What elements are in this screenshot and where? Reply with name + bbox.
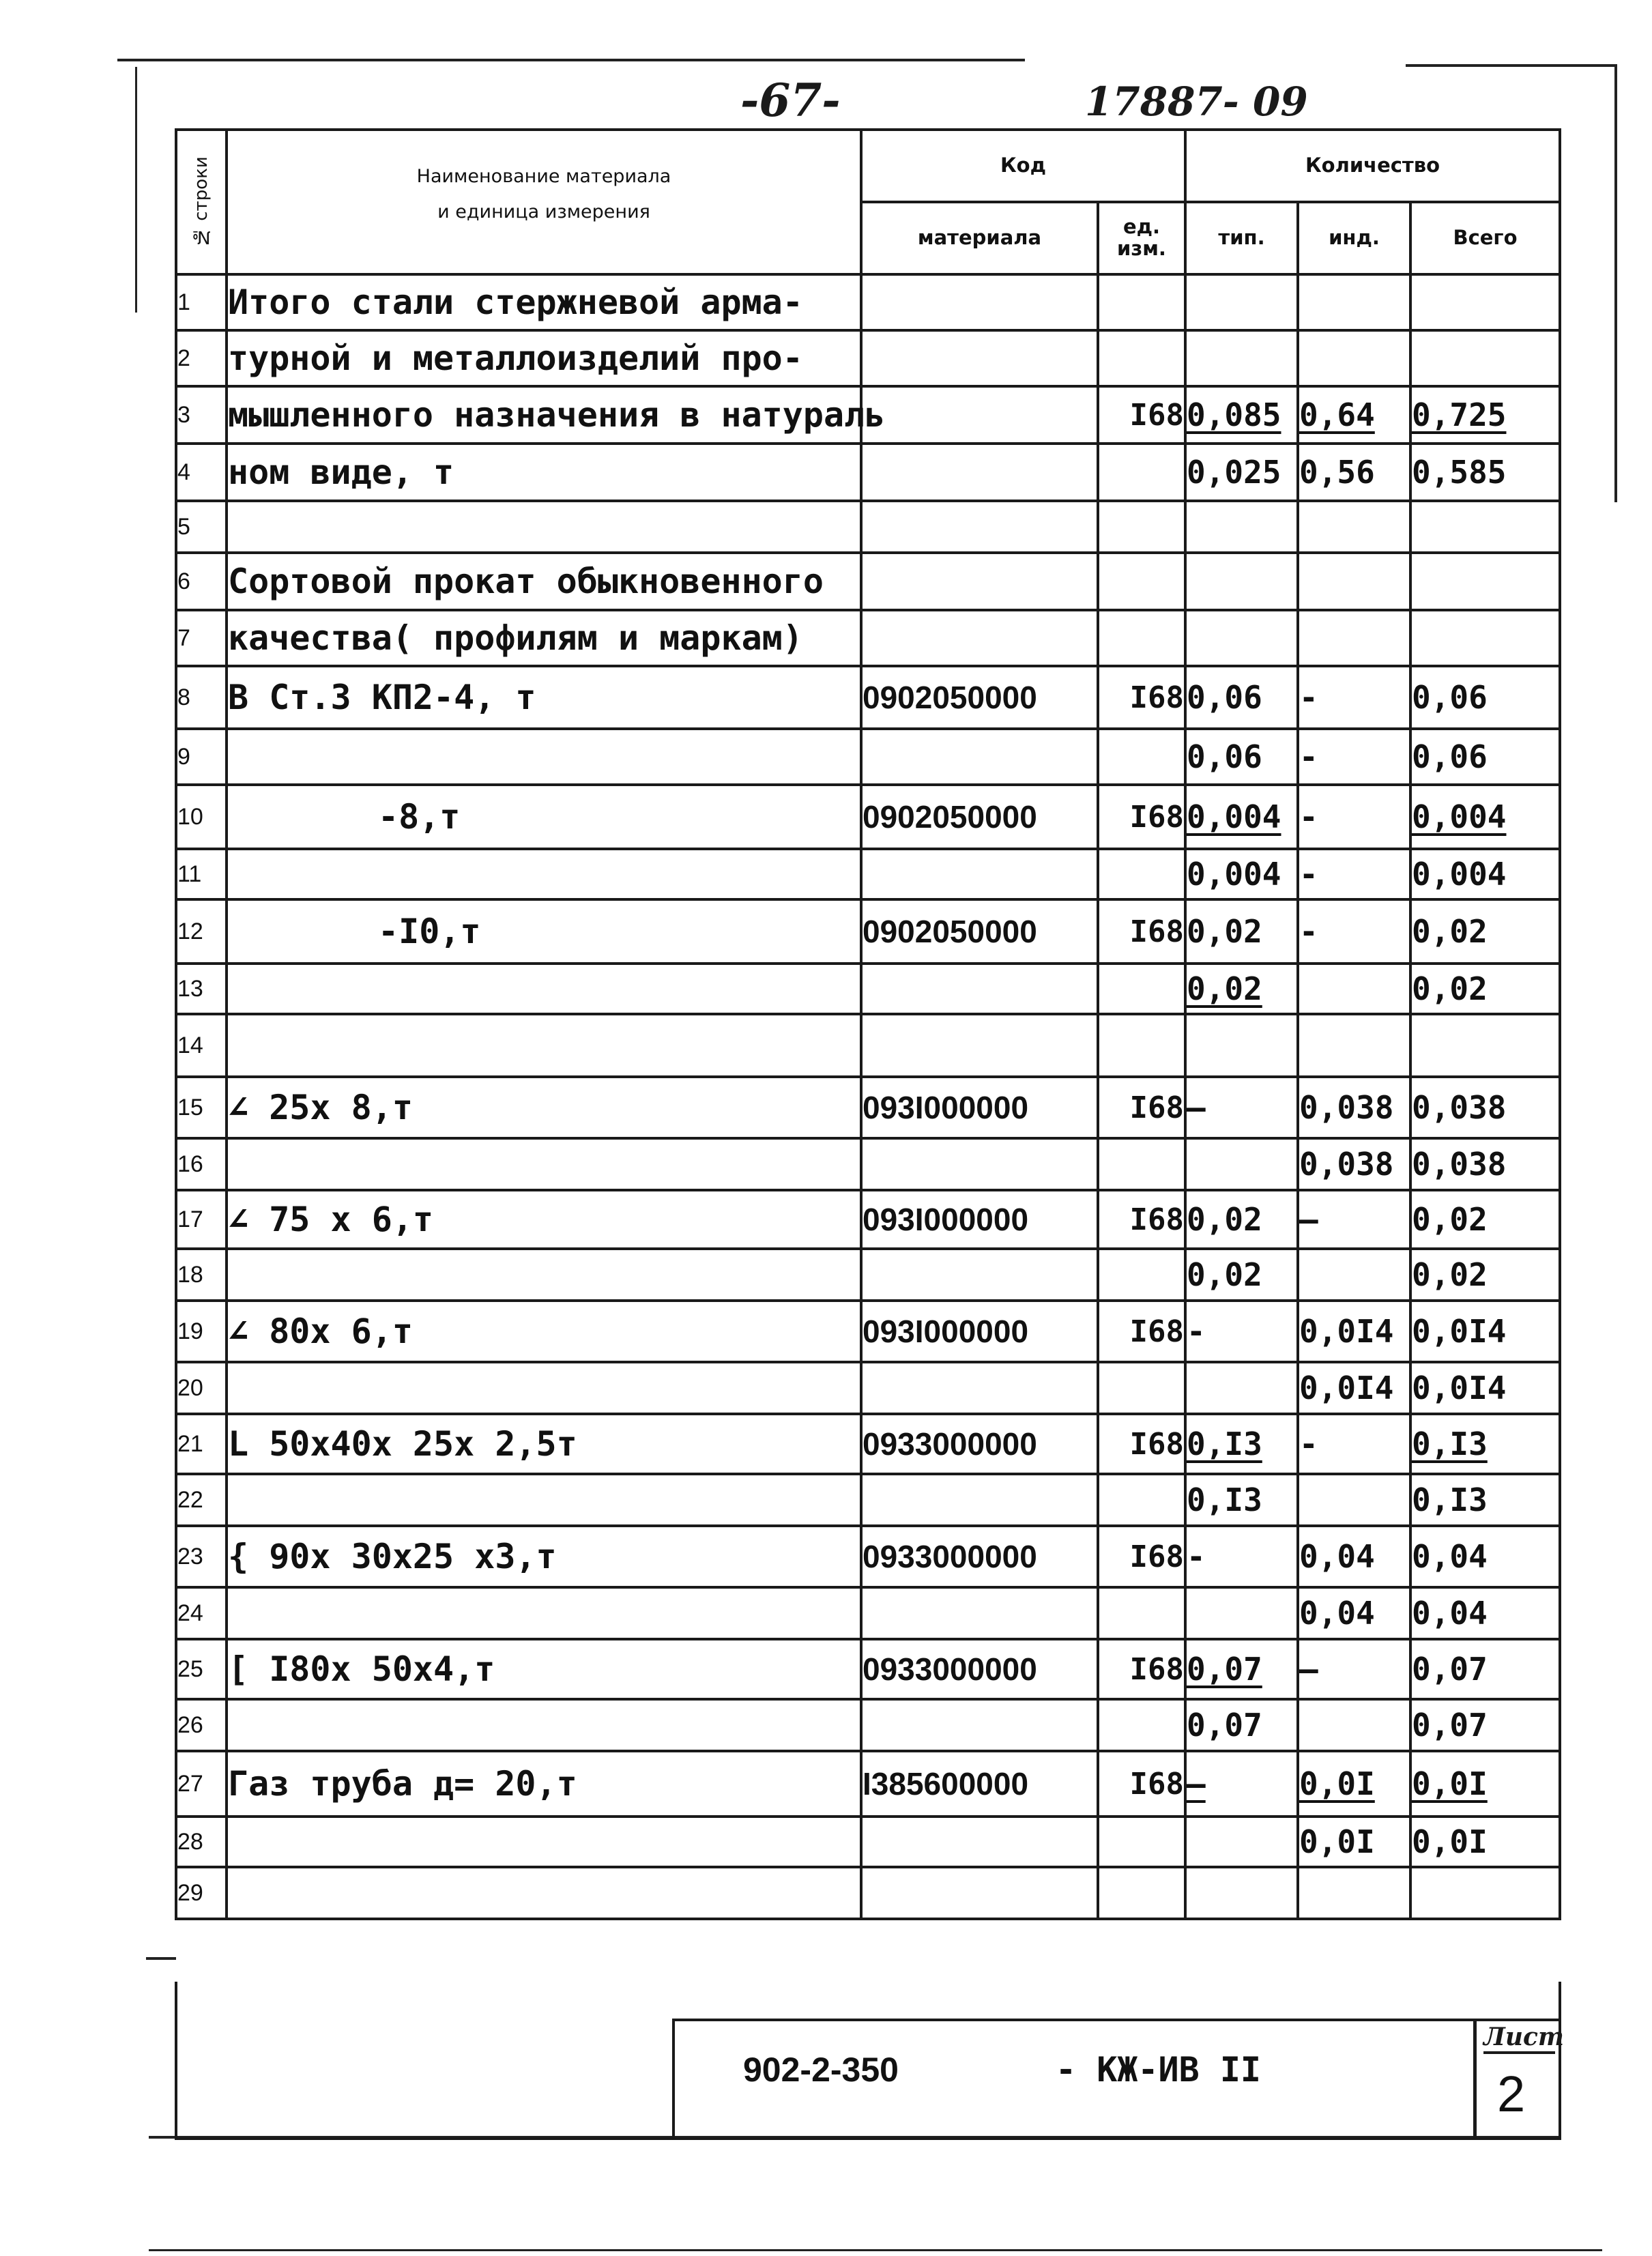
ind-quantity-cell: 0,04 bbox=[1298, 1587, 1410, 1639]
material-code-cell: 0933000000 bbox=[861, 1639, 1098, 1699]
page-number: -67- bbox=[740, 74, 841, 127]
total-quantity-cell: 0,0I4 bbox=[1410, 1301, 1560, 1362]
material-name-cell bbox=[227, 729, 861, 785]
unit-code-cell bbox=[1098, 610, 1185, 666]
tip-quantity-cell: 0,I3 bbox=[1185, 1414, 1298, 1474]
ind-quantity-cell: — bbox=[1298, 1190, 1410, 1249]
row-number-cell: 21 bbox=[176, 1414, 227, 1474]
table-row bbox=[176, 1474, 1560, 1526]
tip-quantity-cell: 0,085 bbox=[1185, 386, 1298, 444]
ind-quantity-cell: 0,038 bbox=[1298, 1138, 1410, 1190]
ind-quantity-cell bbox=[1298, 330, 1410, 386]
table-row bbox=[176, 1639, 1560, 1699]
material-name-cell bbox=[227, 964, 861, 1014]
material-code-cell bbox=[861, 964, 1098, 1014]
material-name-cell: качества( профилям и маркам) bbox=[227, 610, 861, 666]
row-number-cell: 8 bbox=[176, 666, 227, 729]
row-number-header-label: № строки bbox=[191, 156, 212, 248]
material-code-cell: 093I000000 bbox=[861, 1077, 1098, 1138]
total-quantity-cell: 0,06 bbox=[1410, 729, 1560, 785]
material-name-cell: турной и металлоизделий про- bbox=[227, 330, 861, 386]
sheet-label: Лист bbox=[1483, 2023, 1555, 2054]
material-code-cell bbox=[861, 274, 1098, 330]
row-number-cell: 28 bbox=[176, 1817, 227, 1867]
material-code-cell: 093I000000 bbox=[861, 1190, 1098, 1249]
table-row bbox=[176, 1138, 1560, 1190]
material-name-cell bbox=[227, 1867, 861, 1919]
ind-quantity-cell bbox=[1298, 964, 1410, 1014]
row-number-cell: 24 bbox=[176, 1587, 227, 1639]
material-name-cell bbox=[227, 1474, 861, 1526]
footer-line bbox=[149, 2249, 1602, 2251]
row-number-cell: 5 bbox=[176, 501, 227, 553]
project-designation: 902-2-350 bbox=[743, 2051, 899, 2089]
total-quantity-cell bbox=[1410, 330, 1560, 386]
unit-code-cell bbox=[1098, 849, 1185, 899]
table-row bbox=[176, 610, 1560, 666]
table-row bbox=[176, 785, 1560, 849]
unit-code-cell bbox=[1098, 274, 1185, 330]
material-code-cell bbox=[861, 1362, 1098, 1414]
total-quantity-cell: 0,04 bbox=[1410, 1587, 1560, 1639]
row-number-cell: 2 bbox=[176, 330, 227, 386]
row-number-header bbox=[176, 130, 227, 274]
row-number-cell: 11 bbox=[176, 849, 227, 899]
material-name-cell bbox=[227, 849, 861, 899]
unit-code-cell bbox=[1098, 964, 1185, 1014]
total-quantity-cell: 0,0I4 bbox=[1410, 1362, 1560, 1414]
tip-quantity-cell: 0,07 bbox=[1185, 1639, 1298, 1699]
table-row bbox=[176, 1587, 1560, 1639]
table-row bbox=[176, 964, 1560, 1014]
material-name-cell: L 50х40х 25х 2,5т bbox=[227, 1414, 861, 1474]
unit-code-cell bbox=[1098, 729, 1185, 785]
material-name-cell: [ I80х 50х4,т bbox=[227, 1639, 861, 1699]
table-row bbox=[176, 330, 1560, 386]
material-code-cell bbox=[861, 330, 1098, 386]
tip-quantity-cell: 0,02 bbox=[1185, 1190, 1298, 1249]
tip-quantity-cell: — bbox=[1185, 1077, 1298, 1138]
unit-code-cell bbox=[1098, 444, 1185, 501]
tip-quantity-cell: 0,025 bbox=[1185, 444, 1298, 501]
ind-quantity-cell bbox=[1298, 274, 1410, 330]
material-code-cell: 0902050000 bbox=[861, 899, 1098, 964]
project-suffix: - КЖ-ИВ II bbox=[1056, 2050, 1262, 2089]
material-name-cell: Сортовой прокат обыкновенного bbox=[227, 553, 861, 610]
row-number-cell: 15 bbox=[176, 1077, 227, 1138]
row-number-cell: 6 bbox=[176, 553, 227, 610]
unit-code-cell: I68 bbox=[1098, 1190, 1185, 1249]
ind-quantity-cell: - bbox=[1298, 1414, 1410, 1474]
material-code-cell bbox=[861, 444, 1098, 501]
table-row bbox=[176, 1699, 1560, 1751]
table-row bbox=[176, 1249, 1560, 1301]
ind-quantity-cell bbox=[1298, 610, 1410, 666]
material-code-cell bbox=[861, 553, 1098, 610]
material-name-cell: ∠ 75 х 6,т bbox=[227, 1190, 861, 1249]
unit-code-cell bbox=[1098, 1699, 1185, 1751]
tip-quantity-cell: — bbox=[1185, 1751, 1298, 1817]
ind-quantity-cell: — bbox=[1298, 1639, 1410, 1699]
material-code-cell: 0902050000 bbox=[861, 666, 1098, 729]
table-row bbox=[176, 386, 1560, 444]
tip-quantity-cell bbox=[1185, 610, 1298, 666]
row-number-cell: 25 bbox=[176, 1639, 227, 1699]
left-edge-line bbox=[135, 67, 137, 313]
total-quantity-cell bbox=[1410, 610, 1560, 666]
tip-quantity-cell bbox=[1185, 1138, 1298, 1190]
row-number-cell: 22 bbox=[176, 1474, 227, 1526]
total-quantity-cell: 0,0I bbox=[1410, 1817, 1560, 1867]
table-row bbox=[176, 1362, 1560, 1414]
name-header bbox=[227, 130, 861, 274]
row-number-cell: 7 bbox=[176, 610, 227, 666]
ind-quantity-cell: 0,0I4 bbox=[1298, 1362, 1410, 1414]
tip-quantity-cell: 0,I3 bbox=[1185, 1474, 1298, 1526]
title-stamp bbox=[672, 2019, 1565, 2140]
ind-quantity-cell: 0,038 bbox=[1298, 1077, 1410, 1138]
total-quantity-cell bbox=[1410, 553, 1560, 610]
material-code-cell bbox=[861, 1587, 1098, 1639]
material-code-cell bbox=[861, 1014, 1098, 1077]
total-quantity-cell: 0,I3 bbox=[1410, 1414, 1560, 1474]
unit-code-cell bbox=[1098, 1014, 1185, 1077]
tip-quantity-cell: 0,02 bbox=[1185, 964, 1298, 1014]
row-number-cell: 4 bbox=[176, 444, 227, 501]
total-quantity-cell: 0,07 bbox=[1410, 1699, 1560, 1751]
tip-quantity-cell bbox=[1185, 274, 1298, 330]
table-row bbox=[176, 553, 1560, 610]
total-quantity-cell: 0,06 bbox=[1410, 666, 1560, 729]
ind-quantity-cell: 0,04 bbox=[1298, 1526, 1410, 1587]
total-quantity-cell: 0,04 bbox=[1410, 1526, 1560, 1587]
quantity-header: Количество bbox=[1185, 130, 1560, 202]
ind-quantity-cell: 0,0I4 bbox=[1298, 1301, 1410, 1362]
total-quantity-cell: 0,0I bbox=[1410, 1751, 1560, 1817]
material-name-cell bbox=[227, 501, 861, 553]
table-row bbox=[176, 849, 1560, 899]
material-name-cell bbox=[227, 1587, 861, 1639]
total-quantity-cell: 0,004 bbox=[1410, 785, 1560, 849]
total-quantity-cell bbox=[1410, 274, 1560, 330]
unit-code-cell: I68 bbox=[1098, 386, 1185, 444]
handwritten-document-code: 17887- 09 bbox=[1085, 78, 1308, 125]
unit-code-cell bbox=[1098, 1362, 1185, 1414]
material-code-cell: 0933000000 bbox=[861, 1526, 1098, 1587]
material-code-cell bbox=[861, 1138, 1098, 1190]
material-name-cell bbox=[227, 1699, 861, 1751]
table-row bbox=[176, 1526, 1560, 1587]
sheet-number: 2 bbox=[1497, 2066, 1526, 2122]
table-row bbox=[176, 274, 1560, 330]
ind-quantity-cell: 0,64 bbox=[1298, 386, 1410, 444]
material-name-cell: ∠ 25х 8,т bbox=[227, 1077, 861, 1138]
total-quantity-cell: 0,02 bbox=[1410, 1190, 1560, 1249]
total-quantity-cell: 0,02 bbox=[1410, 899, 1560, 964]
unit-header: ед. изм. bbox=[1098, 202, 1185, 274]
unit-code-cell: I68 bbox=[1098, 1751, 1185, 1817]
material-code-cell: I385600000 bbox=[861, 1751, 1098, 1817]
ind-quantity-cell: - bbox=[1298, 849, 1410, 899]
total-quantity-cell: 0,02 bbox=[1410, 964, 1560, 1014]
ind-quantity-cell bbox=[1298, 1014, 1410, 1077]
unit-code-cell: I68 bbox=[1098, 1077, 1185, 1138]
unit-code-cell bbox=[1098, 1138, 1185, 1190]
total-quantity-cell: 0,02 bbox=[1410, 1249, 1560, 1301]
material-code-cell bbox=[861, 501, 1098, 553]
table-row bbox=[176, 899, 1560, 964]
name-header-line1: Наименование материала bbox=[416, 166, 671, 187]
ind-quantity-cell: 0,56 bbox=[1298, 444, 1410, 501]
tip-quantity-cell: 0,02 bbox=[1185, 1249, 1298, 1301]
material-code-cell bbox=[861, 1867, 1098, 1919]
tip-quantity-cell: 0,02 bbox=[1185, 899, 1298, 964]
material-name-cell: В Ст.3 КП2-4, т bbox=[227, 666, 861, 729]
ind-quantity-cell: - bbox=[1298, 785, 1410, 849]
code-header: Код bbox=[861, 130, 1185, 202]
unit-code-cell: I68 bbox=[1098, 1414, 1185, 1474]
tip-quantity-cell: 0,07 bbox=[1185, 1699, 1298, 1751]
table-row bbox=[176, 1414, 1560, 1474]
header-row-1 bbox=[176, 130, 1560, 202]
tip-quantity-cell: 0,004 bbox=[1185, 849, 1298, 899]
tip-quantity-cell bbox=[1185, 501, 1298, 553]
tip-quantity-cell: 0,004 bbox=[1185, 785, 1298, 849]
material-name-cell bbox=[227, 1138, 861, 1190]
material-code-cell bbox=[861, 1249, 1098, 1301]
row-number-cell: 26 bbox=[176, 1699, 227, 1751]
tip-quantity-cell: 0,06 bbox=[1185, 729, 1298, 785]
row-number-cell: 23 bbox=[176, 1526, 227, 1587]
table-row bbox=[176, 1077, 1560, 1138]
ind-header: инд. bbox=[1298, 202, 1410, 274]
row-number-cell: 16 bbox=[176, 1138, 227, 1190]
right-edge-line bbox=[1614, 66, 1617, 502]
table-row bbox=[176, 501, 1560, 553]
material-name-cell: Итого стали стержневой арма- bbox=[227, 274, 861, 330]
tip-quantity-cell bbox=[1185, 1817, 1298, 1867]
top-right-edge-line bbox=[1406, 64, 1617, 67]
total-quantity-cell bbox=[1410, 1014, 1560, 1077]
ind-quantity-cell bbox=[1298, 1249, 1410, 1301]
material-name-cell bbox=[227, 1014, 861, 1077]
total-quantity-cell: 0,585 bbox=[1410, 444, 1560, 501]
material-name-cell bbox=[227, 1249, 861, 1301]
tip-header: тип. bbox=[1185, 202, 1298, 274]
row-number-cell: 29 bbox=[176, 1867, 227, 1919]
unit-code-cell bbox=[1098, 1249, 1185, 1301]
material-code-cell bbox=[861, 386, 1098, 444]
material-name-cell: { 90х 30х25 х3,т bbox=[227, 1526, 861, 1587]
unit-code-cell: I68 bbox=[1098, 666, 1185, 729]
table-row bbox=[176, 1867, 1560, 1919]
unit-code-cell bbox=[1098, 553, 1185, 610]
row-number-cell: 12 bbox=[176, 899, 227, 964]
top-edge-line bbox=[117, 59, 1025, 61]
unit-code-cell: I68 bbox=[1098, 1301, 1185, 1362]
material-code-cell bbox=[861, 1817, 1098, 1867]
unit-code-cell bbox=[1098, 1587, 1185, 1639]
total-quantity-cell bbox=[1410, 501, 1560, 553]
table-row bbox=[176, 666, 1560, 729]
table-row bbox=[176, 1014, 1560, 1077]
unit-code-cell bbox=[1098, 1817, 1185, 1867]
table-row bbox=[176, 1751, 1560, 1817]
total-quantity-cell: 0,I3 bbox=[1410, 1474, 1560, 1526]
table-row bbox=[176, 729, 1560, 785]
unit-code-cell: I68 bbox=[1098, 1526, 1185, 1587]
row-number-cell: 1 bbox=[176, 274, 227, 330]
material-code-cell bbox=[861, 610, 1098, 666]
row-number-cell: 13 bbox=[176, 964, 227, 1014]
unit-code-cell bbox=[1098, 330, 1185, 386]
unit-code-cell bbox=[1098, 501, 1185, 553]
total-quantity-cell: 0,038 bbox=[1410, 1077, 1560, 1138]
unit-code-cell bbox=[1098, 1474, 1185, 1526]
name-header-line2: и единица измерения bbox=[437, 201, 650, 222]
tip-quantity-cell bbox=[1185, 1587, 1298, 1639]
material-code-cell: 0933000000 bbox=[861, 1414, 1098, 1474]
material-name-cell: ∠ 80х 6,т bbox=[227, 1301, 861, 1362]
tip-quantity-cell bbox=[1185, 1014, 1298, 1077]
row-number-cell: 27 bbox=[176, 1751, 227, 1817]
ind-quantity-cell: 0,0I bbox=[1298, 1751, 1410, 1817]
material-table bbox=[175, 128, 1561, 1920]
total-quantity-cell: 0,004 bbox=[1410, 849, 1560, 899]
total-quantity-cell: 0,725 bbox=[1410, 386, 1560, 444]
tip-quantity-cell: 0,06 bbox=[1185, 666, 1298, 729]
row-number-cell: 14 bbox=[176, 1014, 227, 1077]
tip-quantity-cell: - bbox=[1185, 1526, 1298, 1587]
material-name-cell bbox=[227, 1362, 861, 1414]
row-number-cell: 10 bbox=[176, 785, 227, 849]
material-code-cell bbox=[861, 1699, 1098, 1751]
material-name-cell: -8,т bbox=[227, 785, 861, 849]
tip-quantity-cell bbox=[1185, 1867, 1298, 1919]
tip-quantity-cell bbox=[1185, 330, 1298, 386]
total-quantity-cell: 0,038 bbox=[1410, 1138, 1560, 1190]
unit-code-cell bbox=[1098, 1867, 1185, 1919]
material-name-cell: Газ труба д= 20,т bbox=[227, 1751, 861, 1817]
sheet-number-cell bbox=[1473, 2021, 1565, 2140]
row-number-cell: 18 bbox=[176, 1249, 227, 1301]
ind-quantity-cell bbox=[1298, 553, 1410, 610]
ind-quantity-cell bbox=[1298, 1474, 1410, 1526]
ind-quantity-cell bbox=[1298, 501, 1410, 553]
material-name-cell: -I0,т bbox=[227, 899, 861, 964]
ind-quantity-cell bbox=[1298, 1867, 1410, 1919]
material-code-cell: 093I000000 bbox=[861, 1301, 1098, 1362]
ind-quantity-cell: - bbox=[1298, 666, 1410, 729]
table-row bbox=[176, 1301, 1560, 1362]
row-number-cell: 3 bbox=[176, 386, 227, 444]
row-number-cell: 20 bbox=[176, 1362, 227, 1414]
ind-quantity-cell: 0,0I bbox=[1298, 1817, 1410, 1867]
row-number-cell: 19 bbox=[176, 1301, 227, 1362]
ind-quantity-cell: - bbox=[1298, 899, 1410, 964]
row-number-cell: 17 bbox=[176, 1190, 227, 1249]
ind-quantity-cell bbox=[1298, 1699, 1410, 1751]
material-code-header: материала bbox=[861, 202, 1098, 274]
material-code-cell bbox=[861, 1474, 1098, 1526]
tip-quantity-cell bbox=[1185, 1362, 1298, 1414]
material-name-cell: ном виде, т bbox=[227, 444, 861, 501]
material-code-cell bbox=[861, 729, 1098, 785]
total-quantity-cell bbox=[1410, 1867, 1560, 1919]
material-code-cell bbox=[861, 849, 1098, 899]
table-row bbox=[176, 1817, 1560, 1867]
ind-quantity-cell: - bbox=[1298, 729, 1410, 785]
table-row bbox=[176, 444, 1560, 501]
left-tick-mark bbox=[146, 1957, 176, 1960]
tip-quantity-cell bbox=[1185, 553, 1298, 610]
unit-code-cell: I68 bbox=[1098, 899, 1185, 964]
row-number-cell: 9 bbox=[176, 729, 227, 785]
table-row bbox=[176, 1190, 1560, 1249]
unit-code-cell: I68 bbox=[1098, 1639, 1185, 1699]
unit-code-cell: I68 bbox=[1098, 785, 1185, 849]
material-name-cell: мышленного назначения в натураль bbox=[227, 386, 861, 444]
material-code-cell: 0902050000 bbox=[861, 785, 1098, 849]
total-header: Всего bbox=[1410, 202, 1560, 274]
tip-quantity-cell: - bbox=[1185, 1301, 1298, 1362]
total-quantity-cell: 0,07 bbox=[1410, 1639, 1560, 1699]
material-name-cell bbox=[227, 1817, 861, 1867]
